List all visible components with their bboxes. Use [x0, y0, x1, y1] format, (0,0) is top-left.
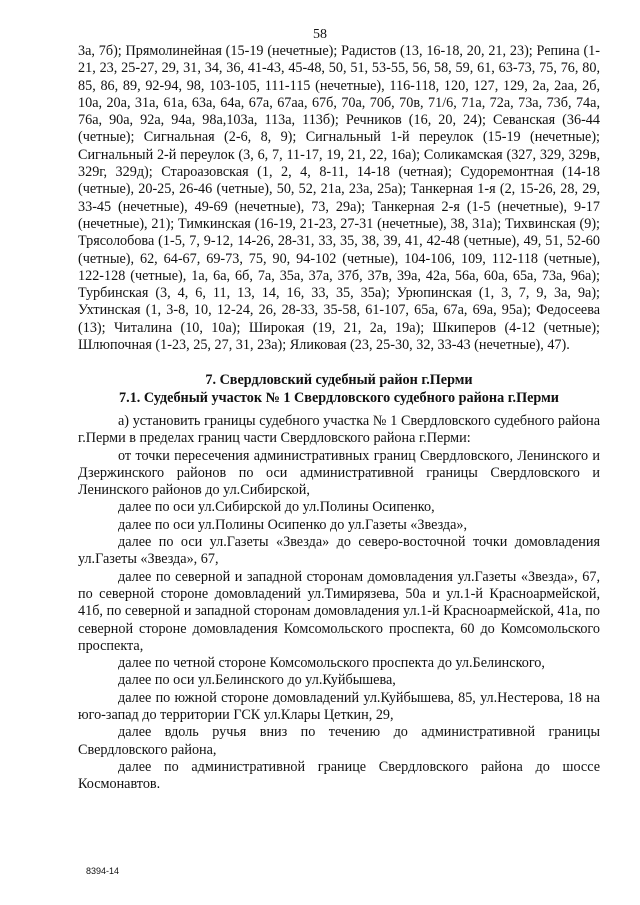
body-paragraph: от точки пересечения административных границ Свердловского, Ленинского и Дзержинского районов по оси административной границы Свердловского и Ленинского районов до ул.Сибирской,: [78, 447, 600, 499]
page-number: 58: [313, 27, 327, 42]
body-paragraph: далее по административной границе Свердловского района до шоссе Космонавтов.: [78, 758, 600, 793]
streets-list-paragraph: 3а, 7б); Прямолинейная (15-19 (нечетные); Радистов (13, 16-18, 20, 21, 23); Репина (1-21, 23, 25-27, 29, 31, 34, 36, 41-43, 45-48, 50, 51, 53-55, 56, 58, 59, 61, 63-73, 75, 76, 80, 85, 86, 89, 92-94, 98, 103-105, 111-115 (нечетные), 116-118, 120, 127, 129, 2а, 2аа, 2б, 10а, 20а, 31а, 61а, 63а, 64а, 67а, 67аа, 67б, 70а, 70б, 70в, 71/6, 71а, 72а, 73а, 73б, 74а, 76а, 90а, 92а, 94а, 98а,103а, 113а, 113б); Речников (16, 20, 24); Севанская (36-44 (четные); Сигнальная (2-6, 8, 9); Сигнальный 1-й переулок (15-19 (нечетные); Сигнальный 2-й переулок (3, 6, 7, 11-17, 19, 21, 22, 16а); Соликамская (327, 329, 329в, 329г, 329д); Староазовская (1, 2, 4, 8-11, 14-18 (четная); Судоремонтная (14-18 (четные), 20-25, 26-46 (четные), 50, 52, 21а, 23а, 25а); Танкерная 1-я (2, 15-26, 28, 29, 33-45 (нечетные), 49-69 (нечетные), 73, 29а); Танкерная 2-я (1-5 (нечетные), 9-17 (нечетные), 21); Тимкинская (16-19, 21-23, 27-31 (нечетные), 38, 31а); Тихвинская (9); Трясолобова (1-5, 7, 9-12, 14-26, 28-31, 33, 35, 38, 39, 41, 42-48 (четные), 49, 51, 52-60 (четные), 62, 64-67, 69-73, 75, 90, 94-102 (четные), 104-106, 109, 112-118 (четные), 122-128 (четные), 1а, 6а, 6б, 7а, 35а, 37а, 37б, 37в, 39а, 42а, 56а, 60а, 65а, 73а, 96а); Турбинская (3, 4, 6, 11, 13, 14, 16, 33, 35, 35а); Урюпинская (1, 3, 7, 9, 3а, 9а); Ухтинская (1, 3-8, 10, 12-24, 26, 28-33, 35-58, 61-107, 65а, 67а, 69а, 95а); Федосеева (13); Читалина (10, 10а); Широкая (19, 21, 2а, 19а); Шкиперов (4-12 (четные); Шлюпочная (1-23, 25, 27, 31, 23а); Яликовая (23, 25-30, 32, 33-43 (нечетные), 47).: [78, 43, 600, 354]
body-paragraph: далее по оси ул.Газеты «Звезда» до северо-восточной точки домовладения ул.Газеты «Звезда», 67,: [78, 534, 600, 568]
body-paragraph: далее по четной стороне Комсомольского проспекта до ул.Белинского,: [118, 655, 545, 672]
body-paragraph: далее по оси ул.Сибирской до ул.Полины Осипенко,: [118, 499, 435, 516]
body-paragraph: далее по оси ул.Белинского до ул.Куйбышева,: [118, 672, 396, 689]
body-paragraph: далее по южной стороне домовладений ул.Куйбышева, 85, ул.Нестерова, 18 на юго-запад до территории ГСК ул.Клары Цеткин, 29,: [78, 689, 600, 723]
document-body: [78, 43, 600, 793]
body-paragraph: далее вдоль ручья вниз по течению до административной границы Свердловского района,: [78, 724, 600, 758]
section-heading: 7. Свердловский судебный район г.Перми: [205, 372, 473, 389]
subsection-heading: 7.1. Судебный участок № 1 Свердловского судебного района г.Перми: [119, 389, 559, 406]
footer-code: 8394-14: [86, 866, 120, 876]
body-paragraph: а) установить границы судебного участка № 1 Свердловского судебного района г.Перми в пределах границ части Свердловского района г.Перми:: [78, 412, 600, 447]
body-paragraph: далее по северной и западной сторонам домовладения ул.Газеты «Звезда», 67, по северной стороне домовладений ул.Тимирязева, 50а и ул.1-й Красноармейской, 41б, по северной и западной сторонам домовладения ул.1-й Красноармейской, 41а, по северной стороне домовладения Комсомольского проспекта, 60 до Комсомольского проспекта,: [78, 568, 600, 654]
body-paragraph: далее по оси ул.Полины Осипенко до ул.Газеты «Звезда»,: [118, 516, 468, 533]
